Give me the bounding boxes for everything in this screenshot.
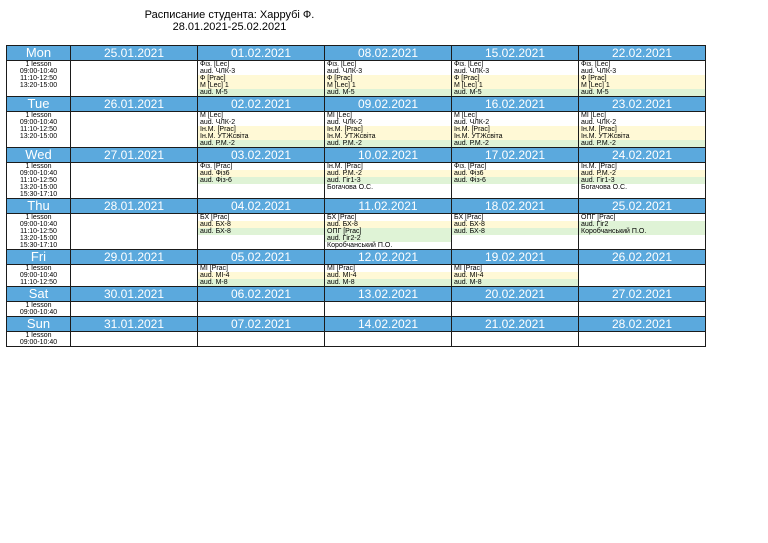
lesson-entry: aud. Р.М.-2 [325,170,451,177]
day-cell [452,112,579,148]
lesson-time: 1 lesson [25,61,52,68]
lesson-time: 13:20-15:00 [19,133,58,140]
date-header: 28.02.2021 [579,317,706,332]
lesson-entry: ОПГ [Prac] [579,214,705,221]
lesson-time: 15:30-17:10 [19,191,58,198]
lesson-entry: Ф [Prac] [325,75,451,82]
lesson-time: 09:00-10:40 [19,119,58,126]
day-header-row [7,46,706,61]
day-cell [71,302,198,317]
lesson-entry: МІ [Prac] [198,265,324,272]
lesson-times [7,61,71,97]
lesson-entry: aud. Р.М.-2 [325,140,451,147]
lesson-entry: МІ [Prac] [452,265,578,272]
lesson-entry: aud. БХ-8 [452,221,578,228]
lesson-entry: aud. МІ-4 [198,272,324,279]
lesson-entry: М [Lec] 1 [325,82,451,89]
lesson-entry: aud. Гіг1-3 [579,177,705,184]
day-cell [579,265,706,287]
lesson-times [7,302,71,317]
lesson-entry: aud. МІ-4 [452,272,578,279]
lesson-time: 13:20-15:00 [19,235,58,242]
lesson-entry: Ін.М. [Prac] [452,126,578,133]
lesson-times [7,265,71,287]
lesson-entry: Фіз. [Lec] [579,61,705,68]
lesson-entry: aud. Фіз6 [198,170,324,177]
day-cell [579,61,706,97]
lesson-entry: aud. БХ-8 [198,221,324,228]
day-cell [71,265,198,287]
lesson-entry: Фіз. [Lec] [452,61,578,68]
day-cell [198,112,325,148]
day-cell [71,163,198,199]
day-cell [325,332,452,347]
lesson-time: 1 lesson [25,214,52,221]
lesson-entry: М [Lec] 1 [198,82,324,89]
lesson-entry: М [Lec] [452,112,578,119]
lesson-entry: aud. ЧЛК-3 [198,68,324,75]
lesson-time: 1 lesson [25,112,52,119]
lesson-entry: aud. ЧЛК-3 [452,68,578,75]
lesson-time: 1 lesson [25,302,52,309]
lessons-row [7,112,706,148]
day-cell [579,112,706,148]
date-header: 18.02.2021 [452,199,579,214]
lesson-entry: М [Lec] 1 [452,82,578,89]
lesson-entry: Коробчанський П.О. [325,242,451,249]
lessons-row [7,214,706,250]
lesson-entry: aud. БХ-8 [198,228,324,235]
date-header: 25.02.2021 [579,199,706,214]
lesson-entry: aud. М-5 [325,89,451,96]
lesson-entry: Ін.М. [Prac] [325,126,451,133]
date-header: 28.01.2021 [71,199,198,214]
lesson-time: 13:20-15:00 [19,82,58,89]
lesson-entry: Ін.М. УТЖсвіта [579,133,705,140]
lesson-entry: aud. ЧЛК-2 [452,119,578,126]
day-cell [325,112,452,148]
date-header: 16.02.2021 [452,97,579,112]
lesson-entry: aud. М-5 [579,89,705,96]
date-header: 23.02.2021 [579,97,706,112]
day-name: Sat [7,287,71,302]
day-cell [452,332,579,347]
lesson-entry: Ф [Prac] [579,75,705,82]
day-cell [198,214,325,250]
day-header-row [7,199,706,214]
date-header: 11.02.2021 [325,199,452,214]
lesson-entry: МІ [Prac] [325,265,451,272]
lesson-entry: aud. БХ-8 [452,228,578,235]
day-cell [198,265,325,287]
lesson-entry: Богачова О.С. [325,184,451,191]
lesson-entry: Фіз. [Prac] [198,163,324,170]
lesson-time: 1 lesson [25,163,52,170]
day-cell [198,163,325,199]
schedule-table [6,45,706,347]
lesson-entry: aud. Фіз-6 [452,177,578,184]
lesson-entry: aud. М-8 [198,279,324,286]
day-name: Fri [7,250,71,265]
lessons-row [7,265,706,287]
day-header-row [7,287,706,302]
day-cell [579,163,706,199]
lesson-entry: aud. БХ-8 [325,221,451,228]
lesson-entry: aud. ЧЛК-2 [325,119,451,126]
lesson-entry: БХ [Prac] [325,214,451,221]
lesson-entry: aud. Р.М.-2 [452,140,578,147]
lesson-time: 11:10-12:50 [20,177,57,184]
date-header: 24.02.2021 [579,148,706,163]
lessons-row [7,61,706,97]
date-header: 08.02.2021 [325,46,452,61]
lesson-entry: aud. ЧЛК-2 [579,119,705,126]
lesson-entry: М [Lec] [198,112,324,119]
day-header-row [7,250,706,265]
lesson-time: 09:00-10:40 [19,68,58,75]
lesson-entry: aud. Фіз6 [452,170,578,177]
date-header: 15.02.2021 [452,46,579,61]
day-cell [579,214,706,250]
day-cell [579,302,706,317]
day-cell [198,332,325,347]
day-cell [71,112,198,148]
lesson-entry: Фіз. [Lec] [198,61,324,68]
lesson-entry: aud. Фіз-6 [198,177,324,184]
day-name: Tue [7,97,71,112]
lesson-time: 09:00-10:40 [19,221,58,228]
day-cell [452,265,579,287]
lesson-entry: aud. Гіг2-2 [325,235,451,242]
date-header: 01.02.2021 [198,46,325,61]
day-header-row [7,317,706,332]
date-header: 17.02.2021 [452,148,579,163]
date-header: 03.02.2021 [198,148,325,163]
lesson-time: 11:10-12:50 [20,75,57,82]
lesson-entry: Ін.М. [Prac] [579,163,705,170]
lesson-time: 13:20-15:00 [19,184,58,191]
day-cell [452,302,579,317]
date-header: 02.02.2021 [198,97,325,112]
lesson-entry: Фіз. [Prac] [452,163,578,170]
lesson-times [7,214,71,250]
lesson-entry: aud. М-8 [452,279,578,286]
lesson-entry: aud. Р.М.-2 [579,140,705,147]
day-name: Sun [7,317,71,332]
date-header: 09.02.2021 [325,97,452,112]
day-cell [325,265,452,287]
lesson-entry: Ф [Prac] [198,75,324,82]
lesson-times [7,332,71,347]
lesson-entry: ОПГ [Prac] [325,228,451,235]
lesson-time: 09:00-10:40 [19,272,58,279]
date-header: 27.01.2021 [71,148,198,163]
lesson-entry: aud. Гіг2 [579,221,705,228]
lesson-entry: Ін.М. УТЖсвіта [325,133,451,140]
day-header-row [7,148,706,163]
lesson-entry: МІ [Lec] [579,112,705,119]
lesson-entry: БХ [Prac] [198,214,324,221]
day-cell [71,214,198,250]
lesson-entry: aud. М-8 [325,279,451,286]
lesson-time: 09:00-10:40 [19,309,58,316]
schedule-title [0,9,459,33]
lesson-time: 11:10-12:50 [20,126,57,133]
lesson-entry: Богачова О.С. [579,184,705,191]
lessons-row [7,332,706,347]
lesson-time: 09:00-10:40 [19,339,58,346]
day-header-row [7,97,706,112]
day-cell [71,61,198,97]
lesson-entry: Ін.М. УТЖсвіта [198,133,324,140]
day-cell [452,163,579,199]
day-cell [198,61,325,97]
date-header: 20.02.2021 [452,287,579,302]
day-cell [198,302,325,317]
lesson-entry: МІ [Lec] [325,112,451,119]
date-header: 27.02.2021 [579,287,706,302]
date-header: 21.02.2021 [452,317,579,332]
lessons-row [7,163,706,199]
date-header: 30.01.2021 [71,287,198,302]
lesson-entry: Коробчанський П.О. [579,228,705,235]
date-header: 26.01.2021 [71,97,198,112]
date-header: 06.02.2021 [198,287,325,302]
day-cell [452,214,579,250]
date-header: 26.02.2021 [579,250,706,265]
lesson-time: 11:10-12:50 [20,228,57,235]
day-name: Mon [7,46,71,61]
date-header: 14.02.2021 [325,317,452,332]
lesson-entry: aud. ЧЛК-2 [198,119,324,126]
date-header: 22.02.2021 [579,46,706,61]
title-period: 28.01.2021-25.02.2021 [172,21,287,33]
date-header: 12.02.2021 [325,250,452,265]
day-name: Wed [7,148,71,163]
day-cell [325,302,452,317]
lesson-entry: aud. Гіг1-3 [325,177,451,184]
lesson-entry: БХ [Prac] [452,214,578,221]
lesson-entry: М [Lec] 1 [579,82,705,89]
day-cell [579,332,706,347]
lesson-times [7,112,71,148]
date-header: 29.01.2021 [71,250,198,265]
date-header: 13.02.2021 [325,287,452,302]
date-header: 31.01.2021 [71,317,198,332]
date-header: 25.01.2021 [71,46,198,61]
day-cell [325,214,452,250]
lesson-time: 09:00-10:40 [19,170,58,177]
lessons-row [7,302,706,317]
title-student: Расписание студента: Харрубі Ф. [144,9,315,21]
date-header: 19.02.2021 [452,250,579,265]
lesson-entry: Ін.М. [Prac] [579,126,705,133]
lesson-time: 1 lesson [25,265,52,272]
lesson-entry: Фіз. [Lec] [325,61,451,68]
lesson-time: 11:10-12:50 [20,279,57,286]
day-cell [325,163,452,199]
lesson-entry: aud. М-5 [452,89,578,96]
date-header: 04.02.2021 [198,199,325,214]
lesson-entry: aud. ЧЛК-3 [325,68,451,75]
lesson-entry: Ін.М. [Prac] [198,126,324,133]
lesson-entry: aud. Р.М.-2 [579,170,705,177]
lesson-times [7,163,71,199]
lesson-entry: aud. ЧЛК-3 [579,68,705,75]
date-header: 07.02.2021 [198,317,325,332]
lesson-entry: Ін.М. УТЖсвіта [452,133,578,140]
lesson-time: 15:30-17:10 [19,242,58,249]
lesson-entry: aud. М-5 [198,89,324,96]
lesson-entry: Ін.М. [Prac] [325,163,451,170]
day-cell [71,332,198,347]
date-header: 05.02.2021 [198,250,325,265]
lesson-entry: Ф [Prac] [452,75,578,82]
lesson-time: 1 lesson [25,332,52,339]
date-header: 10.02.2021 [325,148,452,163]
day-name: Thu [7,199,71,214]
day-cell [452,61,579,97]
lesson-entry: aud. Р.М.-2 [198,140,324,147]
lesson-entry: aud. МІ-4 [325,272,451,279]
day-cell [325,61,452,97]
